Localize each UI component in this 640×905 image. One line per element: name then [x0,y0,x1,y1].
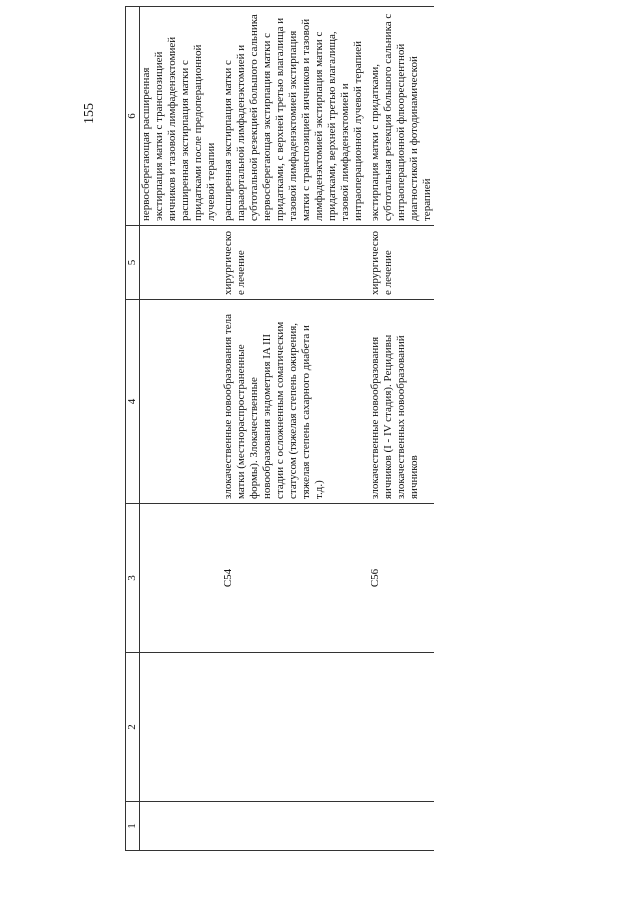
cell-diagnosis [140,300,219,504]
column-header-4: 4 [126,300,140,504]
cell-treatment-type: хирургическое лечение [369,226,434,300]
table-row [140,7,219,851]
column-header-3: 3 [126,504,140,653]
cell-method: нервосберегающая расширенная экстирпация матки с транспозицией яичников и тазовой лимфаденэктомией расширенная экстирпация матки с придатками после предоперационной лучевой терапии [140,7,219,226]
cell-diagnosis: злокачественные новообразования тела матки (местнораспространенные формы). Злокачественные новообразования эндометрия IA III стадии с осложненным соматическим статусом (тяжелая степень ожирения, тяжелая степень сахарного диабета и т.д.) [222,300,365,504]
cell-col2 [369,653,434,802]
table-row [222,7,365,851]
cell-col1 [140,802,219,851]
cell-col2 [140,653,219,802]
cell-col1 [222,802,365,851]
cell-diagnosis: злокачественные новообразования яичников (I - IV стадия). Рецидивы злокачественных новообразований яичников [369,300,434,504]
cell-code: C54 [222,504,365,653]
rotated-table-container [125,13,585,851]
column-header-5: 5 [126,226,140,300]
treatment-table [125,6,434,851]
cell-treatment-type: хирургическое лечение [222,226,365,300]
cell-col1 [369,802,434,851]
cell-code [140,504,219,653]
column-header-1: 1 [126,802,140,851]
table-header-row [126,7,140,851]
cell-code: C56 [369,504,434,653]
column-header-6: 6 [126,7,140,226]
cell-method: расширенная экстирпация матки с парааортальной лимфаденэктомией и субтотальной резекцией большого сальника нервосберегающая экстирпация матки с придатками, с верхней третью влагалища и тазовой лимфаденэктомией экстирпация матки с транспозицией яичников и тазовой лимфаденэктомией экстирпация матки с придатками, верхней третью влагалища, тазовой лимфаденэктомией и интраоперационной лучевой терапией [222,7,365,226]
cell-treatment-type [140,226,219,300]
table-row [369,7,434,851]
column-header-2: 2 [126,653,140,802]
page-number: 155 [82,103,97,124]
cell-col2 [222,653,365,802]
cell-method: экстирпация матки с придатками, субтотальная резекция большого сальника с интраоперационной флюоресцентной диагностикой и фотодинамической терапией [369,7,434,226]
